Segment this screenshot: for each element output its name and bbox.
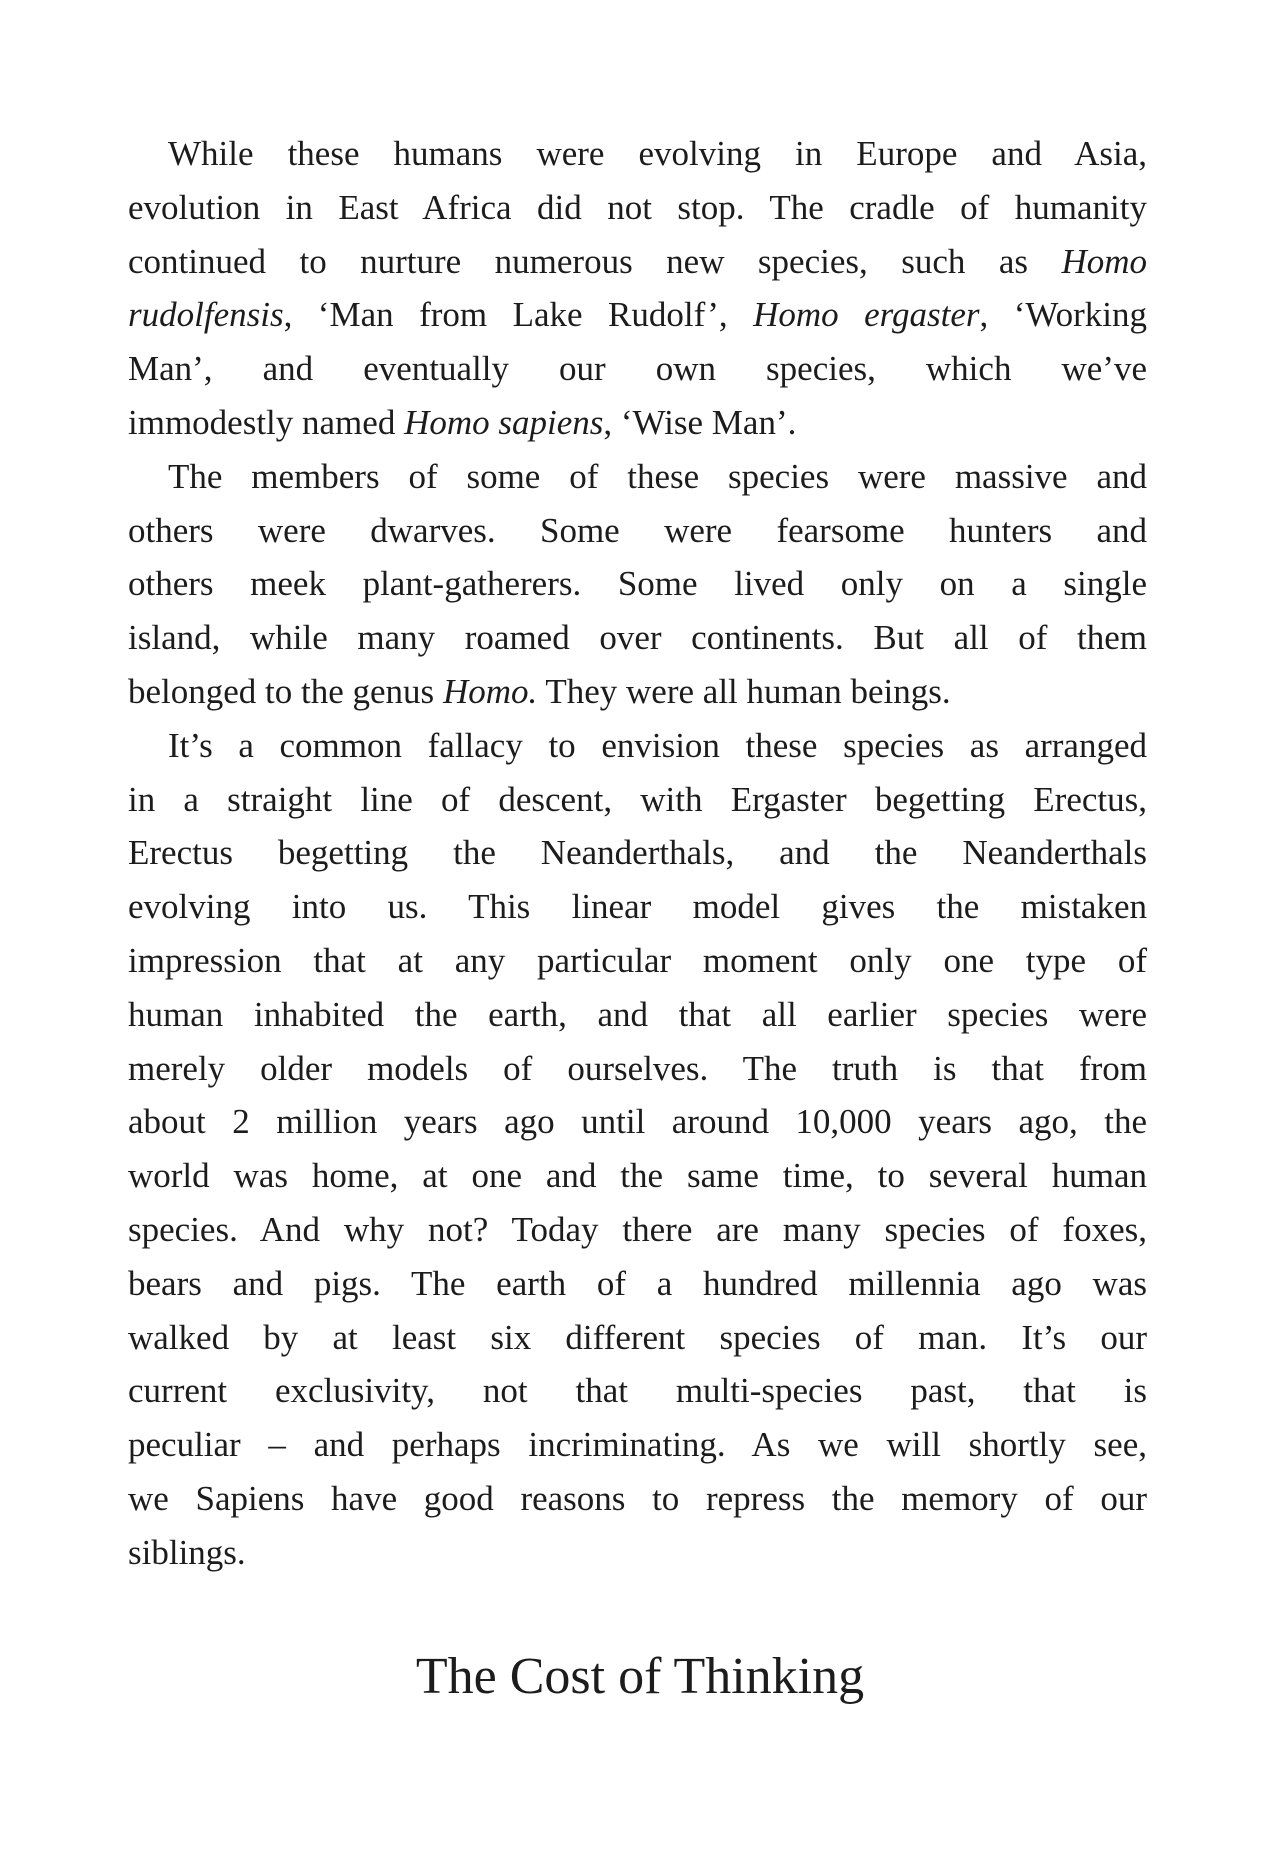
- text-line: [128, 719, 1147, 773]
- body-text: [128, 127, 1147, 1580]
- text-line: [128, 504, 1147, 558]
- paragraph: [128, 450, 1147, 719]
- text-run: in a straight line of descent, with Ergaster begetting Erectus,: [128, 779, 1147, 819]
- text-run: we Sapiens have good reasons to repress the memory of our: [128, 1478, 1147, 1518]
- text-run: continued to nurture numerous new species, such as: [128, 241, 1062, 281]
- text-run: , ‘Man from Lake Rudolf’,: [283, 295, 754, 335]
- text-run: They were all human beings.: [537, 671, 951, 711]
- italic-text: rudolfensis: [128, 295, 284, 335]
- text-line: [128, 1364, 1147, 1418]
- text-run: siblings.: [128, 1532, 246, 1572]
- text-run: , ‘Working: [979, 295, 1147, 335]
- text-run: peculiar – and perhaps incriminating. As we will shortly see,: [128, 1425, 1147, 1465]
- text-line: [128, 773, 1147, 827]
- text-run: Man’, and eventually our own species, which we’ve: [128, 349, 1147, 389]
- text-line: [128, 1526, 1147, 1580]
- text-line: [128, 342, 1147, 396]
- text-run: evolving into us. This linear model gives the mistaken: [128, 887, 1147, 927]
- text-run: island, while many roamed over continents. But all of them: [128, 618, 1147, 658]
- text-run: world was home, at one and the same time, to several human: [128, 1156, 1147, 1196]
- text-run: human inhabited the earth, and that all earlier species were: [128, 994, 1147, 1034]
- text-run: about 2 million years ago until around 10,000 years ago, the: [128, 1102, 1147, 1142]
- text-run: current exclusivity, not that multi-species past, that is: [128, 1371, 1147, 1411]
- italic-text: Homo.: [442, 671, 538, 711]
- text-line: [128, 988, 1147, 1042]
- text-line: [128, 1311, 1147, 1365]
- text-run: others were dwarves. Some were fearsome hunters and: [128, 510, 1147, 550]
- text-run: others meek plant-gatherers. Some lived only on a single: [128, 564, 1147, 604]
- text-run: impression that at any particular moment only one type of: [128, 940, 1147, 980]
- text-run: merely older models of ourselves. The truth is that from: [128, 1048, 1147, 1088]
- text-line: [128, 1418, 1147, 1472]
- text-run: walked by at least six different species of man. It’s our: [128, 1317, 1147, 1357]
- text-line: [128, 557, 1147, 611]
- text-line: [128, 450, 1147, 504]
- italic-text: Homo: [1061, 241, 1147, 281]
- text-line: [128, 1203, 1147, 1257]
- text-run: The members of some of these species were massive and: [168, 456, 1147, 496]
- text-run: , ‘Wise Man’.: [603, 402, 797, 442]
- text-run: immodestly named: [128, 402, 405, 442]
- text-run: bears and pigs. The earth of a hundred millennia ago was: [128, 1263, 1147, 1303]
- text-line: [128, 880, 1147, 934]
- paragraph: [128, 127, 1147, 450]
- italic-text: Homo sapiens: [404, 402, 604, 442]
- text-line: [128, 235, 1147, 289]
- text-run: belonged to the genus: [128, 671, 443, 711]
- text-line: [128, 1257, 1147, 1311]
- text-line: [128, 1042, 1147, 1096]
- text-run: species. And why not? Today there are many species of foxes,: [128, 1209, 1147, 1249]
- text-line: [128, 396, 1147, 450]
- section-heading: The Cost of Thinking: [415, 1648, 865, 1705]
- text-line: [128, 181, 1147, 235]
- text-line: [128, 665, 1147, 719]
- text-run: It’s a common fallacy to envision these species as arranged: [168, 725, 1147, 765]
- text-line: [128, 127, 1147, 181]
- paragraph: [128, 719, 1147, 1580]
- text-line: [128, 1472, 1147, 1526]
- text-run: While these humans were evolving in Europe and Asia,: [168, 134, 1147, 173]
- text-run: evolution in East Africa did not stop. The cradle of humanity: [128, 187, 1147, 227]
- text-line: [128, 611, 1147, 665]
- text-line: [128, 288, 1147, 342]
- text-line: [128, 1149, 1147, 1203]
- text-line: [128, 934, 1147, 988]
- text-run: Erectus begetting the Neanderthals, and the Neanderthals: [128, 833, 1147, 873]
- text-line: [128, 826, 1147, 880]
- italic-text: Homo ergaster: [753, 295, 980, 335]
- text-line: [128, 1095, 1147, 1149]
